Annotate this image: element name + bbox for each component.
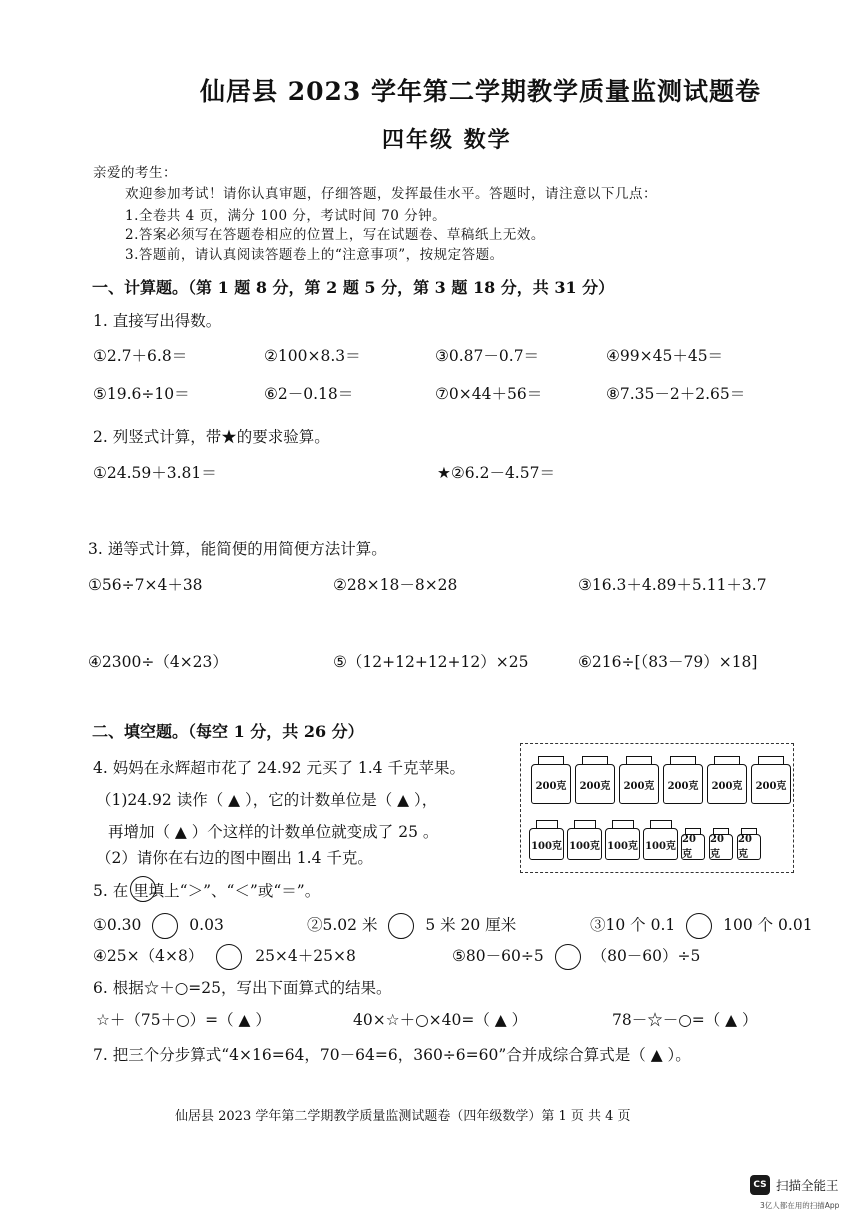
weight-label: 20克 — [681, 834, 705, 860]
page-footer: 仙居县 2023 学年第二学期教学质量监测试题卷（四年级数学）第 1 页 共 4 页 — [175, 1109, 631, 1124]
q1-item: ⑥2－0.18＝ — [264, 385, 354, 403]
q4-line: （2）请你在右边的图中圈出 1.4 千克。 — [96, 849, 373, 867]
q1-item: ①2.7＋6.8＝ — [93, 347, 188, 365]
q5-prompt — [93, 879, 320, 901]
q2-item: ★②6.2－4.57＝ — [437, 464, 555, 482]
q5-left: ⑤80－60÷5 — [452, 947, 544, 965]
weight-200g — [619, 756, 657, 802]
weight-label: 200克 — [619, 764, 659, 804]
q4-line: 4. 妈妈在永辉超市花了 24.92 元买了 1.4 千克苹果。 — [93, 759, 465, 777]
q5-right: （80－60）÷5 — [591, 947, 701, 965]
q5-left: ③10 个 0.1 — [590, 916, 676, 934]
q1-prompt: 1. 直接写出得数。 — [93, 312, 222, 330]
q5-left: ④25×（4×8） — [93, 947, 204, 965]
compare-circle-icon[interactable] — [216, 944, 242, 970]
weight-label: 20克 — [709, 834, 733, 860]
q5-item — [452, 944, 700, 970]
weight-label: 200克 — [751, 764, 791, 804]
camscanner-logo-icon: CS — [750, 1175, 770, 1195]
q4-line: （1)24.92 读作（ ▲ ），它的计数单位是（ ▲ ）， — [96, 791, 438, 809]
q3-item: ④2300÷（4×23） — [88, 653, 228, 671]
compare-circle-icon[interactable] — [130, 876, 156, 902]
q6-item: 40×☆＋○×40=（ ▲ ） — [353, 1011, 528, 1029]
weight-100g — [605, 820, 638, 858]
weight-20g — [737, 828, 759, 858]
q5-item — [93, 913, 224, 939]
q3-item: ⑤（12+12+12+12）×25 — [333, 653, 529, 671]
compare-circle-icon[interactable] — [152, 913, 178, 939]
q3-item: ②28×18－8×28 — [333, 576, 458, 594]
q1-item: ⑧7.35－2＋2.65＝ — [606, 385, 746, 403]
notice-line: 欢迎参加考试！请你认真审题，仔细答题，发挥最佳水平。答题时，请注意以下几点： — [125, 186, 657, 202]
notice-line: 2.答案必须写在答题卷相应的位置上，写在试题卷、草稿纸上无效。 — [125, 227, 545, 243]
weight-100g — [529, 820, 562, 858]
weight-200g — [575, 756, 613, 802]
weight-label: 20克 — [737, 834, 761, 860]
q3-item: ①56÷7×4＋38 — [88, 576, 203, 594]
section2-heading: 二、填空题。（每空 1 分，共 26 分） — [92, 722, 364, 741]
q5-left: ②5.02 米 — [307, 916, 378, 934]
compare-circle-icon[interactable] — [388, 913, 414, 939]
q5-right: 0.03 — [189, 916, 224, 934]
notice-greeting: 亲爱的考生： — [93, 165, 177, 181]
notice-line: 3.答题前，请认真阅读答题卷上的“注意事项”，按规定答题。 — [125, 247, 504, 263]
q6-prompt: 6. 根据☆＋○=25，写出下面算式的结果。 — [93, 979, 392, 997]
q5-right: 25×4＋25×8 — [255, 947, 356, 965]
weight-100g — [643, 820, 676, 858]
weight-200g — [663, 756, 701, 802]
weight-label: 200克 — [575, 764, 615, 804]
exam-title: 仙居县 2023 学年第二学期教学质量监测试题卷 — [200, 77, 761, 106]
compare-circle-icon[interactable] — [686, 913, 712, 939]
q1-item: ②100×8.3＝ — [264, 347, 361, 365]
camscanner-name: 扫描全能王 — [776, 1178, 839, 1193]
q1-item: ⑦0×44＋56＝ — [435, 385, 543, 403]
q1-item: ⑤19.6÷10＝ — [93, 385, 190, 403]
q3-item: ③16.3＋4.89＋5.11＋3.7 — [578, 576, 767, 594]
weight-20g — [681, 828, 703, 858]
q3-prompt: 3. 递等式计算，能简便的用简便方法计算。 — [88, 540, 387, 558]
q6-item: ☆＋（75＋○）=（ ▲ ） — [96, 1011, 271, 1029]
q2-item: ①24.59＋3.81＝ — [93, 464, 217, 482]
q5-item — [93, 944, 356, 970]
q6-item: 78－☆－○=（ ▲ ） — [612, 1011, 758, 1029]
weight-label: 100克 — [567, 828, 602, 860]
weight-label: 200克 — [663, 764, 703, 804]
compare-circle-icon[interactable] — [555, 944, 581, 970]
weight-100g — [567, 820, 600, 858]
q5-item — [307, 913, 516, 939]
weight-20g — [709, 828, 731, 858]
weights-figure — [520, 743, 794, 873]
weight-200g — [707, 756, 745, 802]
weight-label: 100克 — [529, 828, 564, 860]
exam-subtitle: 四年级 数学 — [382, 127, 512, 153]
q5-prompt-text: 5. 在 里填上“＞”、“＜”或“＝”。 — [93, 882, 321, 900]
q1-item: ③0.87－0.7＝ — [435, 347, 540, 365]
q5-right: 100 个 0.01 — [723, 916, 813, 934]
weight-label: 200克 — [531, 764, 571, 804]
camscanner-tagline: 3亿人都在用的扫描App — [760, 1201, 840, 1210]
q5-item — [590, 913, 813, 939]
q7-prompt: 7. 把三个分步算式“4×16=64，70－64=6，360÷6=60”合并成综合算式是（ ▲ ）。 — [93, 1046, 691, 1064]
q5-left: ①0.30 — [93, 916, 142, 934]
q1-item: ④99×45＋45＝ — [606, 347, 724, 365]
q3-item: ⑥216÷[（83－79）×18] — [578, 653, 758, 671]
q2-prompt: 2. 列竖式计算，带★的要求验算。 — [93, 428, 330, 446]
weight-label: 100克 — [643, 828, 678, 860]
weight-200g — [751, 756, 789, 802]
q5-right: 5 米 20 厘米 — [425, 916, 517, 934]
notice-line: 1.全卷共 4 页，满分 100 分，考试时间 70 分钟。 — [125, 208, 447, 224]
weight-200g — [531, 756, 569, 802]
weight-label: 100克 — [605, 828, 640, 860]
section1-heading: 一、计算题。（第 1 题 8 分，第 2 题 5 分，第 3 题 18 分，共 31 分） — [92, 278, 615, 297]
q4-line: 再增加（ ▲ ）个这样的计数单位就变成了 25 。 — [108, 823, 439, 841]
weight-label: 200克 — [707, 764, 747, 804]
